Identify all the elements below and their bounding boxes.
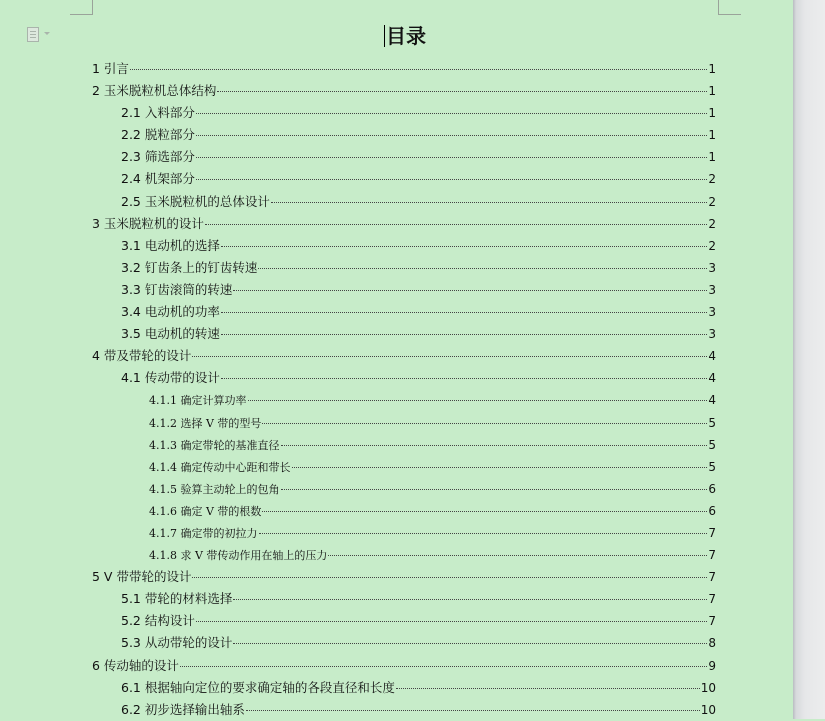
toc-entry[interactable] <box>0 588 793 610</box>
toc-entry[interactable] <box>0 632 793 654</box>
toc-entry-page-number: 6 <box>708 503 716 518</box>
toc-entry-row <box>149 544 716 567</box>
toc-entry[interactable] <box>0 655 793 677</box>
toc-entry[interactable] <box>0 566 793 588</box>
toc-dot-leader <box>221 245 708 247</box>
toc-dot-leader <box>180 665 707 667</box>
toc-dot-leader <box>292 466 708 468</box>
toc-entry-row <box>121 367 716 389</box>
toc-entry-page-number: 1 <box>708 106 716 121</box>
toc-entry-row <box>149 389 716 412</box>
toc-entry-title: 2.2 脱粒部分 <box>121 127 195 143</box>
toc-entry-title: 4.1.4 确定传动中心距和带长 <box>149 460 291 474</box>
toc-entry-page-number: 2 <box>708 172 716 187</box>
toc-entry-title: 1 引言 <box>92 61 129 76</box>
toc-entry-title: 3.4 电动机的功率 <box>121 304 220 320</box>
toc-entry[interactable] <box>0 610 793 632</box>
toc-dot-leader <box>192 355 707 357</box>
toc-dot-leader <box>196 112 708 114</box>
toc-dot-leader <box>196 178 708 180</box>
toc-entry[interactable] <box>0 80 793 102</box>
toc-entry-page-number: 5 <box>708 437 716 452</box>
toc-entry-title: 2 玉米脱粒机总体结构 <box>92 83 217 99</box>
toc-entry-page-number: 5 <box>708 459 716 474</box>
toc-entry-page-number: 1 <box>708 84 716 99</box>
toc-entry-title: 3.3 钉齿滚筒的转速 <box>121 281 233 297</box>
toc-entry-row <box>121 235 716 257</box>
toc-entry-title: 4.1.3 确定带轮的基准直径 <box>149 438 280 452</box>
toc-entry-row <box>121 699 716 721</box>
toc-entry-page-number: 2 <box>708 216 716 231</box>
toc-entry-row <box>121 102 716 124</box>
toc-entry-row <box>121 632 716 654</box>
toc-entry-title: 3 玉米脱粒机的设计 <box>92 215 204 231</box>
window-edge <box>793 0 825 719</box>
toc-entry-page-number: 4 <box>708 371 716 386</box>
toc-entry-title: 2.5 玉米脱粒机的总体设计 <box>121 193 270 209</box>
toc-dot-leader <box>262 422 707 424</box>
toc-entry-title: 4.1.6 确定 V 带的根数 <box>149 504 262 518</box>
toc-dot-leader <box>205 223 707 225</box>
toc-entry-page-number: 2 <box>708 194 716 209</box>
toc-entry[interactable] <box>0 367 793 389</box>
toc-entry-row <box>149 412 716 435</box>
toc-entry-title: 4.1.2 选择 V 带的型号 <box>149 416 262 430</box>
toc-entry-page-number: 3 <box>708 305 716 320</box>
toc-entry-title: 4.1.7 确定带的初拉力 <box>149 526 258 540</box>
text-cursor <box>384 25 385 47</box>
toc-entry[interactable] <box>0 389 793 411</box>
toc-entry-title: 6.2 初步选择输出轴系 <box>121 701 245 717</box>
toc-entry[interactable] <box>0 345 793 367</box>
toc-dot-leader <box>221 377 708 379</box>
toc-entry[interactable] <box>0 102 793 124</box>
toc-entry-page-number: 10 <box>700 702 716 717</box>
toc-entry[interactable] <box>0 168 793 190</box>
toc-dot-leader <box>196 620 708 622</box>
toc-entry-title: 5.3 从动带轮的设计 <box>121 635 233 651</box>
toc-entry-title: 4 带及带轮的设计 <box>92 348 192 364</box>
toc-entry[interactable] <box>0 191 793 213</box>
toc-entry-page-number: 7 <box>708 592 716 607</box>
toc-dot-leader <box>233 642 707 644</box>
toc-entry-row <box>149 434 716 457</box>
toc-dot-leader <box>221 311 708 313</box>
toc-dot-leader <box>217 90 707 92</box>
toc-dot-leader <box>262 510 707 512</box>
toc-entry-title: 4.1.8 求 V 带传动作用在轴上的压力 <box>149 549 328 563</box>
toc-entry-page-number: 1 <box>708 150 716 165</box>
toc-entry-page-number: 3 <box>708 260 716 275</box>
toc-heading-text: 目录 <box>386 24 426 48</box>
toc-entry-row <box>149 500 716 523</box>
toc-entry-title: 6.1 根据轴向定位的要求确定轴的各段直径和长度 <box>121 679 395 695</box>
toc-entry-page-number: 8 <box>708 636 716 651</box>
toc-entry-row <box>121 323 716 345</box>
toc-entry-page-number: 1 <box>708 128 716 143</box>
toc-entry-row <box>121 257 716 279</box>
toc-entry-page-number: 6 <box>708 481 716 496</box>
toc-dot-leader <box>192 576 707 578</box>
toc-entry-row <box>121 168 716 190</box>
toc-entry-row <box>149 456 716 479</box>
toc-heading[interactable] <box>0 22 810 50</box>
toc-entry[interactable] <box>0 412 793 434</box>
toc-dot-leader <box>233 598 707 600</box>
toc-entry[interactable] <box>0 434 793 456</box>
toc-dot-leader <box>221 333 708 335</box>
toc-entry[interactable] <box>0 699 793 721</box>
toc-dot-leader <box>258 267 707 269</box>
toc-entry-page-number: 9 <box>708 658 716 673</box>
toc-entry[interactable] <box>0 323 793 345</box>
toc-entry-row <box>121 191 716 213</box>
toc-entry-row <box>121 677 716 699</box>
toc-dot-leader <box>396 687 700 689</box>
toc-dot-leader <box>281 488 708 490</box>
toc-entry[interactable] <box>0 301 793 323</box>
toc-entry-row <box>92 80 716 102</box>
toc-entry-row <box>92 345 716 367</box>
toc-entry-row <box>121 588 716 610</box>
toc-entry-row <box>92 58 716 80</box>
toc-entry-title: 4.1.5 验算主动轮上的包角 <box>149 482 280 496</box>
toc-entry-page-number: 10 <box>700 680 716 695</box>
toc-entry-title: 4.1.1 确定计算功率 <box>149 394 247 408</box>
toc-dot-leader <box>246 709 700 711</box>
toc-entry-page-number: 3 <box>708 282 716 297</box>
toc-entry[interactable] <box>0 478 793 500</box>
toc-entry[interactable] <box>0 677 793 699</box>
toc-entry-row <box>121 301 716 323</box>
toc-entry-title: 2.3 筛选部分 <box>121 149 195 165</box>
toc-entry[interactable] <box>0 257 793 279</box>
toc-entry-page-number: 4 <box>708 349 716 364</box>
toc-dot-leader <box>259 532 708 534</box>
toc-entry-row <box>121 279 716 301</box>
toc-entry-page-number: 3 <box>708 327 716 342</box>
toc-entry-page-number: 2 <box>708 238 716 253</box>
toc-entry-row <box>92 655 716 677</box>
toc-entry[interactable] <box>0 235 793 257</box>
toc-entry-title: 3.1 电动机的选择 <box>121 237 220 253</box>
toc-dot-leader <box>196 156 708 158</box>
toc-entry-title: 2.1 入料部分 <box>121 105 195 121</box>
toc-entry-row <box>92 213 716 235</box>
toc-dot-leader <box>328 554 707 556</box>
toc-entry-row <box>121 146 716 168</box>
toc-entry[interactable] <box>0 456 793 478</box>
toc-dot-leader <box>248 399 708 401</box>
toc-dot-leader <box>130 68 707 70</box>
toc-entry-title: 3.5 电动机的转速 <box>121 326 220 342</box>
toc-entry-row <box>121 124 716 146</box>
toc-entry-title: 5.2 结构设计 <box>121 613 195 629</box>
toc-entry-row <box>149 522 716 545</box>
toc-entry-title: 6 传动轴的设计 <box>92 657 179 673</box>
toc-dot-leader <box>233 289 707 291</box>
toc-entry[interactable] <box>0 146 793 168</box>
toc-entry[interactable] <box>0 279 793 301</box>
toc-entry[interactable] <box>0 500 793 522</box>
toc-dot-leader <box>281 444 708 446</box>
toc-entry-row <box>149 478 716 501</box>
top-left-crop-mark <box>70 0 93 15</box>
toc-entry-title: 5 V 带带轮的设计 <box>92 569 192 585</box>
toc-entry[interactable] <box>0 58 793 80</box>
toc-entry-page-number: 7 <box>708 614 716 629</box>
toc-entry-title: 2.4 机架部分 <box>121 171 195 187</box>
table-of-contents <box>0 58 793 721</box>
toc-entry-page-number: 5 <box>708 415 716 430</box>
toc-entry-title: 4.1 传动带的设计 <box>121 370 220 386</box>
toc-dot-leader <box>196 134 708 136</box>
toc-entry[interactable] <box>0 213 793 235</box>
toc-entry-page-number: 7 <box>708 525 716 540</box>
toc-entry[interactable] <box>0 522 793 544</box>
toc-entry[interactable] <box>0 124 793 146</box>
toc-dot-leader <box>271 201 708 203</box>
top-right-crop-mark <box>718 0 741 15</box>
toc-entry-page-number: 7 <box>708 570 716 585</box>
toc-entry-title: 3.2 钉齿条上的钉齿转速 <box>121 259 258 275</box>
toc-entry-page-number: 4 <box>708 393 716 408</box>
toc-entry-page-number: 1 <box>708 62 716 76</box>
toc-entry-row <box>92 566 716 588</box>
toc-entry-row <box>121 610 716 632</box>
toc-entry-title: 5.1 带轮的材料选择 <box>121 591 233 607</box>
toc-entry-page-number: 7 <box>708 548 716 563</box>
toc-entry[interactable] <box>0 544 793 566</box>
